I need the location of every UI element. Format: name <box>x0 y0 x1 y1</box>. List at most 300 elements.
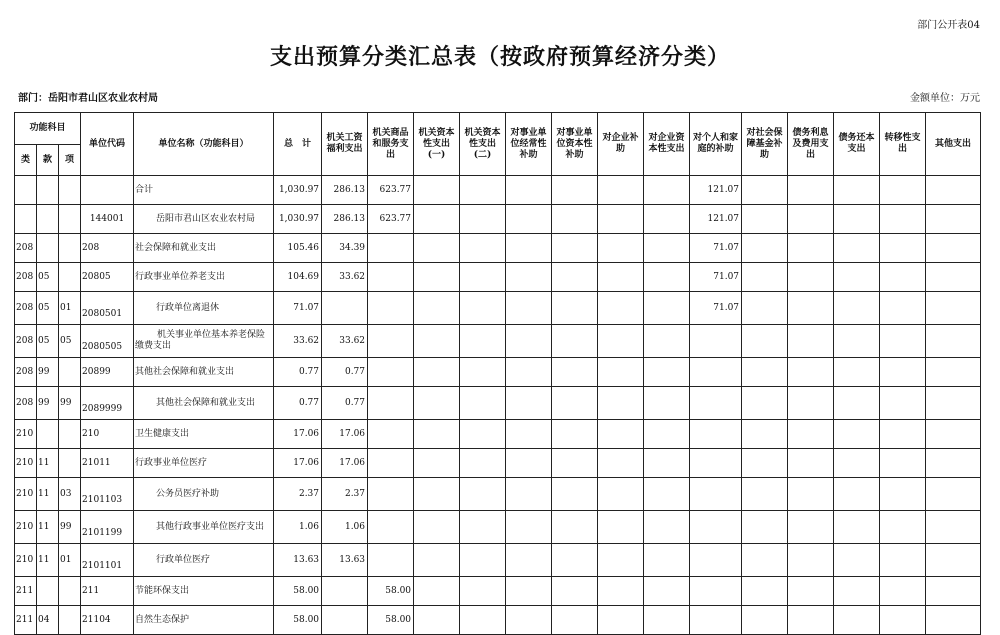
cell-c1: 0.77 <box>322 387 368 420</box>
header-debt-interest: 债务利息及费用支出 <box>788 113 834 176</box>
cell-c3 <box>414 325 460 358</box>
cell-c3 <box>414 176 460 205</box>
cell-c12 <box>834 478 880 511</box>
cell-c7 <box>598 292 644 325</box>
cell-c4 <box>460 263 506 292</box>
cell-unit-name: 机关事业单位基本养老保险缴费支出 <box>134 325 274 358</box>
cell-xiang: 99 <box>59 511 81 544</box>
cell-c8 <box>644 387 690 420</box>
cell-c10 <box>742 205 788 234</box>
cell-unit-name: 合计 <box>134 176 274 205</box>
cell-c10 <box>742 478 788 511</box>
cell-unit-name: 卫生健康支出 <box>134 420 274 449</box>
cell-c2 <box>368 358 414 387</box>
table-row <box>15 176 981 205</box>
cell-c11 <box>788 325 834 358</box>
cell-c8 <box>644 358 690 387</box>
cell-c13 <box>880 511 926 544</box>
cell-c10 <box>742 387 788 420</box>
cell-total: 2.37 <box>274 478 322 511</box>
cell-c1: 17.06 <box>322 420 368 449</box>
cell-kuan: 11 <box>37 511 59 544</box>
cell-c7 <box>598 176 644 205</box>
cell-c5 <box>506 292 552 325</box>
cell-unit-name: 节能环保支出 <box>134 577 274 606</box>
cell-kuan: 05 <box>37 325 59 358</box>
header-total: 总 计 <box>274 113 322 176</box>
cell-total: 1.06 <box>274 511 322 544</box>
cell-kuan <box>37 205 59 234</box>
cell-lei: 210 <box>15 420 37 449</box>
cell-c11 <box>788 387 834 420</box>
cell-c14 <box>926 420 981 449</box>
cell-c1: 0.77 <box>322 358 368 387</box>
cell-c2: 58.00 <box>368 606 414 635</box>
cell-c4 <box>460 606 506 635</box>
cell-c1: 286.13 <box>322 176 368 205</box>
cell-c6 <box>552 205 598 234</box>
cell-c10 <box>742 263 788 292</box>
cell-c2: 623.77 <box>368 205 414 234</box>
cell-c10 <box>742 606 788 635</box>
cell-c5 <box>506 176 552 205</box>
cell-c11 <box>788 478 834 511</box>
cell-c5 <box>506 205 552 234</box>
cell-c8 <box>644 234 690 263</box>
cell-xiang: 01 <box>59 292 81 325</box>
cell-c2 <box>368 420 414 449</box>
cell-kuan: 99 <box>37 358 59 387</box>
cell-c14 <box>926 606 981 635</box>
cell-lei: 210 <box>15 544 37 577</box>
cell-lei: 210 <box>15 511 37 544</box>
cell-c13 <box>880 606 926 635</box>
header-xiang: 项 <box>59 145 81 176</box>
cell-xiang <box>59 263 81 292</box>
table-row <box>15 577 981 606</box>
table-row <box>15 511 981 544</box>
cell-c13 <box>880 449 926 478</box>
cell-c8 <box>644 176 690 205</box>
cell-c7 <box>598 358 644 387</box>
cell-c3 <box>414 577 460 606</box>
header-debt-principal: 债务还本支出 <box>834 113 880 176</box>
cell-c12 <box>834 387 880 420</box>
cell-c3 <box>414 263 460 292</box>
header-goods-services: 机关商品和服务支出 <box>368 113 414 176</box>
cell-c13 <box>880 325 926 358</box>
form-number: 部门公开表04 <box>917 20 980 31</box>
cell-c3 <box>414 606 460 635</box>
department-label: 部门：岳阳市君山区农业农村局 <box>18 93 158 104</box>
amount-unit-label: 金额单位：万元 <box>910 93 980 104</box>
cell-xiang <box>59 358 81 387</box>
cell-c6 <box>552 263 598 292</box>
cell-lei: 208 <box>15 358 37 387</box>
cell-lei: 208 <box>15 387 37 420</box>
header-enterprise-subsidy: 对企业补助 <box>598 113 644 176</box>
cell-unit-name: 公务员医疗补助 <box>134 478 274 511</box>
cell-c1: 2.37 <box>322 478 368 511</box>
cell-kuan: 11 <box>37 544 59 577</box>
cell-c14 <box>926 292 981 325</box>
cell-c12 <box>834 176 880 205</box>
cell-c9 <box>690 358 742 387</box>
cell-kuan <box>37 234 59 263</box>
cell-c12 <box>834 205 880 234</box>
cell-c11 <box>788 420 834 449</box>
table-row <box>15 234 981 263</box>
cell-c12 <box>834 420 880 449</box>
cell-c7 <box>598 577 644 606</box>
cell-c3 <box>414 449 460 478</box>
table-row <box>15 263 981 292</box>
cell-unit-name: 岳阳市君山区农业农村局 <box>134 205 274 234</box>
cell-c12 <box>834 606 880 635</box>
cell-c4 <box>460 544 506 577</box>
cell-c13 <box>880 176 926 205</box>
cell-c1: 1.06 <box>322 511 368 544</box>
cell-c4 <box>460 511 506 544</box>
cell-total: 17.06 <box>274 449 322 478</box>
cell-c14 <box>926 387 981 420</box>
budget-table <box>14 112 981 635</box>
page-title: 支出预算分类汇总表（按政府预算经济分类） <box>269 44 730 70</box>
cell-total: 71.07 <box>274 292 322 325</box>
cell-c6 <box>552 478 598 511</box>
table-row <box>15 358 981 387</box>
cell-c11 <box>788 577 834 606</box>
cell-c9 <box>690 511 742 544</box>
cell-total: 104.69 <box>274 263 322 292</box>
cell-c13 <box>880 205 926 234</box>
cell-unit-name: 行政单位医疗 <box>134 544 274 577</box>
cell-lei <box>15 205 37 234</box>
cell-c4 <box>460 420 506 449</box>
header-unit-code: 单位代码 <box>81 113 134 176</box>
cell-c13 <box>880 387 926 420</box>
cell-c9 <box>690 478 742 511</box>
cell-unit-code: 2101199 <box>81 511 134 544</box>
cell-unit-code: 20899 <box>81 358 134 387</box>
cell-c9: 121.07 <box>690 176 742 205</box>
cell-c7 <box>598 263 644 292</box>
cell-c2 <box>368 263 414 292</box>
cell-c5 <box>506 358 552 387</box>
cell-xiang: 01 <box>59 544 81 577</box>
table-row <box>15 387 981 420</box>
cell-c9 <box>690 544 742 577</box>
cell-c1: 13.63 <box>322 544 368 577</box>
cell-xiang <box>59 234 81 263</box>
cell-total: 58.00 <box>274 577 322 606</box>
cell-total: 0.77 <box>274 358 322 387</box>
cell-c6 <box>552 176 598 205</box>
cell-c12 <box>834 511 880 544</box>
cell-total: 13.63 <box>274 544 322 577</box>
cell-unit-code: 210 <box>81 420 134 449</box>
table-row <box>15 449 981 478</box>
header-kuan: 款 <box>37 145 59 176</box>
cell-c13 <box>880 263 926 292</box>
cell-c6 <box>552 387 598 420</box>
cell-c6 <box>552 606 598 635</box>
cell-c5 <box>506 606 552 635</box>
cell-c8 <box>644 420 690 449</box>
cell-c12 <box>834 325 880 358</box>
cell-c13 <box>880 478 926 511</box>
cell-c5 <box>506 449 552 478</box>
table-row <box>15 420 981 449</box>
cell-c1 <box>322 606 368 635</box>
cell-xiang <box>59 606 81 635</box>
cell-c10 <box>742 511 788 544</box>
cell-c2 <box>368 387 414 420</box>
cell-kuan: 11 <box>37 449 59 478</box>
cell-c8 <box>644 511 690 544</box>
table-row <box>15 205 981 234</box>
cell-unit-code: 20805 <box>81 263 134 292</box>
cell-c14 <box>926 577 981 606</box>
cell-unit-name: 其他社会保障和就业支出 <box>134 387 274 420</box>
table-row <box>15 544 981 577</box>
cell-kuan <box>37 420 59 449</box>
cell-c9: 121.07 <box>690 205 742 234</box>
cell-c7 <box>598 234 644 263</box>
cell-c2 <box>368 234 414 263</box>
cell-c9: 71.07 <box>690 263 742 292</box>
cell-c14 <box>926 449 981 478</box>
cell-lei: 210 <box>15 478 37 511</box>
cell-c5 <box>506 234 552 263</box>
cell-c3 <box>414 478 460 511</box>
cell-unit-code: 2080505 <box>81 325 134 358</box>
cell-unit-name: 其他行政事业单位医疗支出 <box>134 511 274 544</box>
cell-c10 <box>742 234 788 263</box>
header-unit-name: 单位名称（功能科目） <box>134 113 274 176</box>
cell-c7 <box>598 544 644 577</box>
cell-c14 <box>926 176 981 205</box>
cell-c14 <box>926 205 981 234</box>
cell-c6 <box>552 325 598 358</box>
cell-c6 <box>552 292 598 325</box>
header-institution-recurrent: 对事业单位经常性补助 <box>506 113 552 176</box>
cell-total: 33.62 <box>274 325 322 358</box>
cell-kuan <box>37 176 59 205</box>
cell-c3 <box>414 511 460 544</box>
cell-total: 0.77 <box>274 387 322 420</box>
cell-c2 <box>368 511 414 544</box>
cell-c2: 623.77 <box>368 176 414 205</box>
cell-c10 <box>742 544 788 577</box>
cell-lei: 210 <box>15 449 37 478</box>
cell-c12 <box>834 577 880 606</box>
cell-lei: 208 <box>15 292 37 325</box>
cell-c2 <box>368 478 414 511</box>
cell-c12 <box>834 263 880 292</box>
cell-unit-code <box>81 176 134 205</box>
cell-xiang <box>59 577 81 606</box>
cell-c10 <box>742 420 788 449</box>
cell-c7 <box>598 205 644 234</box>
cell-c12 <box>834 544 880 577</box>
cell-c9 <box>690 577 742 606</box>
cell-lei <box>15 176 37 205</box>
header-social-security-fund: 对社会保障基金补助 <box>742 113 788 176</box>
cell-kuan: 05 <box>37 263 59 292</box>
cell-c8 <box>644 606 690 635</box>
cell-unit-name: 行政事业单位养老支出 <box>134 263 274 292</box>
cell-c12 <box>834 292 880 325</box>
cell-c4 <box>460 292 506 325</box>
cell-c10 <box>742 176 788 205</box>
cell-c14 <box>926 325 981 358</box>
cell-unit-name: 自然生态保护 <box>134 606 274 635</box>
cell-c13 <box>880 544 926 577</box>
cell-c5 <box>506 263 552 292</box>
cell-xiang <box>59 176 81 205</box>
cell-c13 <box>880 577 926 606</box>
cell-c1: 17.06 <box>322 449 368 478</box>
cell-kuan: 05 <box>37 292 59 325</box>
cell-c14 <box>926 511 981 544</box>
cell-c11 <box>788 234 834 263</box>
cell-kuan: 11 <box>37 478 59 511</box>
cell-c5 <box>506 577 552 606</box>
cell-c5 <box>506 325 552 358</box>
cell-c13 <box>880 234 926 263</box>
cell-total: 1,030.97 <box>274 176 322 205</box>
cell-xiang: 05 <box>59 325 81 358</box>
header-transfer: 转移性支出 <box>880 113 926 176</box>
cell-c9: 71.07 <box>690 292 742 325</box>
cell-c4 <box>460 577 506 606</box>
cell-c11 <box>788 544 834 577</box>
cell-c9: 71.07 <box>690 234 742 263</box>
table-row <box>15 606 981 635</box>
cell-c13 <box>880 420 926 449</box>
cell-c2 <box>368 292 414 325</box>
cell-c6 <box>552 234 598 263</box>
header-capital-1: 机关资本性支出(一) <box>414 113 460 176</box>
header-capital-2: 机关资本性支出(二) <box>460 113 506 176</box>
table-row <box>15 478 981 511</box>
cell-c5 <box>506 478 552 511</box>
cell-c3 <box>414 205 460 234</box>
cell-c10 <box>742 292 788 325</box>
cell-lei: 208 <box>15 325 37 358</box>
cell-c1 <box>322 577 368 606</box>
cell-lei: 211 <box>15 606 37 635</box>
cell-kuan: 04 <box>37 606 59 635</box>
header-salary-welfare: 机关工资福利支出 <box>322 113 368 176</box>
cell-c8 <box>644 544 690 577</box>
cell-c6 <box>552 449 598 478</box>
cell-c9 <box>690 606 742 635</box>
cell-c6 <box>552 577 598 606</box>
header-other: 其他支出 <box>926 113 981 176</box>
cell-c6 <box>552 358 598 387</box>
cell-lei: 208 <box>15 263 37 292</box>
cell-c8 <box>644 263 690 292</box>
cell-c10 <box>742 325 788 358</box>
cell-c8 <box>644 577 690 606</box>
header-personal-household: 对个人和家庭的补助 <box>690 113 742 176</box>
cell-unit-name: 行政事业单位医疗 <box>134 449 274 478</box>
cell-kuan <box>37 577 59 606</box>
cell-unit-name: 社会保障和就业支出 <box>134 234 274 263</box>
cell-c3 <box>414 234 460 263</box>
cell-c11 <box>788 511 834 544</box>
cell-c14 <box>926 544 981 577</box>
cell-c8 <box>644 478 690 511</box>
cell-c6 <box>552 420 598 449</box>
cell-c12 <box>834 234 880 263</box>
cell-c12 <box>834 358 880 387</box>
header-enterprise-capital: 对企业资本性支出 <box>644 113 690 176</box>
cell-c4 <box>460 358 506 387</box>
cell-total: 105.46 <box>274 234 322 263</box>
cell-unit-code: 2101103 <box>81 478 134 511</box>
cell-c6 <box>552 544 598 577</box>
cell-c7 <box>598 606 644 635</box>
cell-unit-code: 21011 <box>81 449 134 478</box>
cell-c1: 34.39 <box>322 234 368 263</box>
cell-c7 <box>598 449 644 478</box>
cell-c7 <box>598 325 644 358</box>
cell-c12 <box>834 449 880 478</box>
cell-total: 17.06 <box>274 420 322 449</box>
header-lei: 类 <box>15 145 37 176</box>
cell-c7 <box>598 478 644 511</box>
cell-kuan: 99 <box>37 387 59 420</box>
cell-c10 <box>742 358 788 387</box>
cell-c8 <box>644 325 690 358</box>
cell-c8 <box>644 292 690 325</box>
cell-c13 <box>880 358 926 387</box>
cell-c9 <box>690 325 742 358</box>
cell-total: 1,030.97 <box>274 205 322 234</box>
cell-c11 <box>788 292 834 325</box>
cell-c14 <box>926 263 981 292</box>
cell-c1: 33.62 <box>322 263 368 292</box>
cell-c3 <box>414 292 460 325</box>
cell-c4 <box>460 234 506 263</box>
cell-c2 <box>368 544 414 577</box>
cell-c5 <box>506 544 552 577</box>
cell-c7 <box>598 387 644 420</box>
cell-c3 <box>414 358 460 387</box>
cell-total: 58.00 <box>274 606 322 635</box>
cell-unit-code: 2089999 <box>81 387 134 420</box>
cell-c10 <box>742 449 788 478</box>
cell-c6 <box>552 511 598 544</box>
cell-lei: 208 <box>15 234 37 263</box>
cell-c3 <box>414 387 460 420</box>
cell-c5 <box>506 387 552 420</box>
cell-c8 <box>644 205 690 234</box>
cell-unit-code: 21104 <box>81 606 134 635</box>
cell-c2 <box>368 449 414 478</box>
header-institution-capital: 对事业单位资本性补助 <box>552 113 598 176</box>
cell-xiang <box>59 420 81 449</box>
cell-unit-code: 208 <box>81 234 134 263</box>
cell-c14 <box>926 234 981 263</box>
cell-c7 <box>598 420 644 449</box>
cell-unit-name: 行政单位离退休 <box>134 292 274 325</box>
cell-unit-code: 211 <box>81 577 134 606</box>
cell-c11 <box>788 606 834 635</box>
